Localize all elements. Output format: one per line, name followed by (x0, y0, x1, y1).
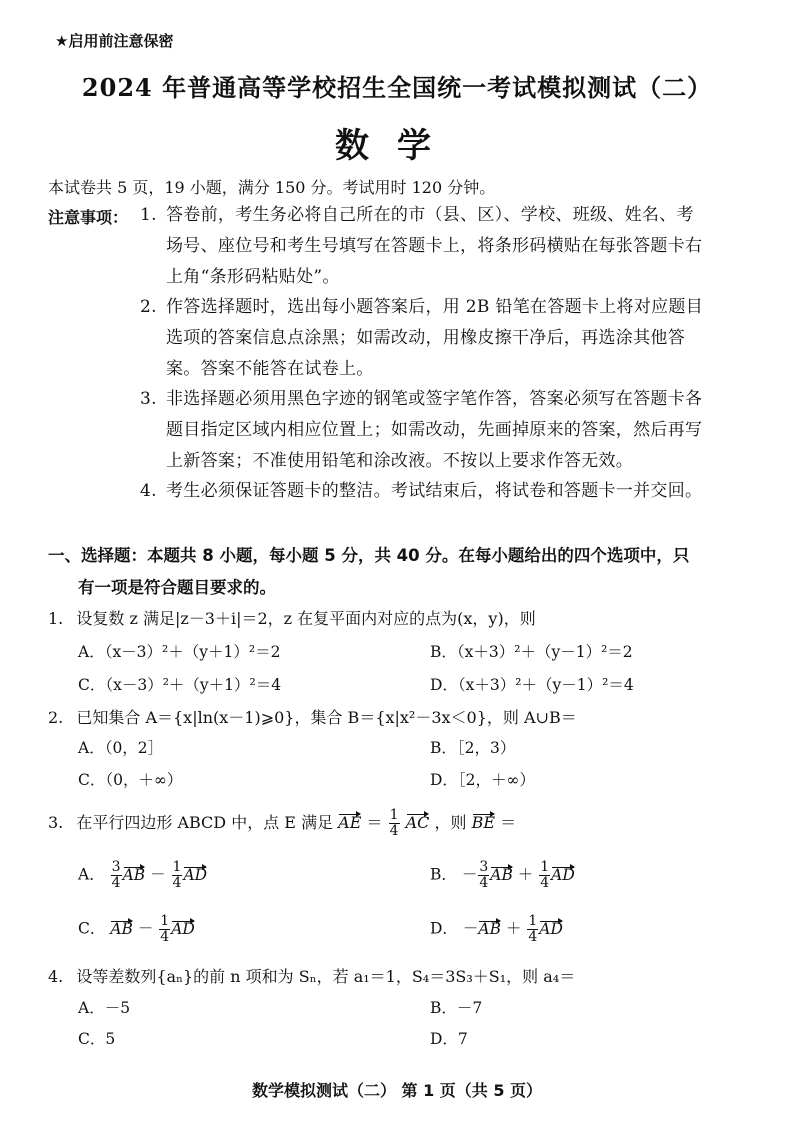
denominator: 4 (479, 875, 489, 891)
denominator: 4 (389, 823, 399, 839)
question-3 (48, 808, 516, 839)
vector-ab: AB (490, 865, 513, 884)
vector-ad: AD (171, 919, 195, 938)
note-4 (140, 476, 703, 507)
option-label: D． (430, 919, 458, 938)
note-line: 非选择题必须用黑色字迹的钢笔或签字笔作答，答案必须写在答题卡各 (166, 389, 703, 409)
subject-title: 数学 (335, 126, 459, 166)
question-number: 2. (48, 708, 64, 727)
q2-option-d[interactable]: D．［2，＋∞） (430, 771, 535, 789)
note-line: 场号、座位号和考生号填写在答题卡上，将条形码横贴在每张答题卡右 (166, 236, 703, 256)
note-line: 上新答案；不准使用铅笔和涂改液。不按以上要求作答无效。 (166, 451, 634, 471)
numerator: 1 (540, 859, 550, 875)
fraction-one-quarter (527, 914, 538, 945)
vector-ab: AB (122, 865, 146, 884)
equals-sign: ＝ (366, 813, 383, 832)
question-text: ，则 (434, 813, 467, 832)
note-1 (140, 200, 703, 293)
equals-sign: ＝ (500, 813, 517, 832)
vector-ad: AD (183, 865, 208, 884)
note-line: 上角“条形码粘贴处”。 (166, 267, 340, 287)
fraction-one-quarter (539, 860, 550, 891)
notes-label: 注意事项： (48, 208, 129, 227)
denominator: 4 (540, 875, 550, 891)
fraction-one-quarter (159, 914, 170, 945)
vector-ac: AC (405, 813, 430, 832)
numerator: 3 (479, 859, 489, 875)
note-number: 2. (140, 297, 157, 317)
denominator: 4 (111, 875, 121, 891)
question-1 (48, 606, 536, 629)
q4-option-a[interactable]: A．－5 (78, 999, 131, 1017)
note-line: 考生必须保证答题卡的整洁。考试结束后，将试卷和答题卡一并交回。 (166, 481, 703, 501)
numerator: 1 (172, 859, 182, 875)
note-line: 选项的答案信息点涂黑；如需改动，用橡皮擦干净后，再选涂其他答 (166, 328, 685, 348)
question-2 (48, 705, 577, 728)
note-number: 4. (140, 481, 157, 501)
q2-option-b[interactable]: B．［2，3） (430, 739, 516, 757)
numerator: 1 (160, 913, 170, 929)
question-text: 在平行四边形 ABCD 中，点 E 满足 (76, 813, 334, 832)
q3-option-d[interactable] (430, 914, 563, 945)
denominator: 4 (528, 929, 538, 945)
minus-sign: － (461, 865, 478, 884)
numerator: 1 (389, 807, 399, 823)
secret-mark: ★启用前注意保密 (55, 32, 174, 50)
page-footer: 数学模拟测试（二） 第 1 页（共 5 页） (251, 1081, 543, 1100)
q3-option-b[interactable] (430, 860, 575, 891)
plus-sign: ＋ (517, 865, 534, 884)
q1-option-d[interactable]: D．（x＋3）²＋（y－1）²＝4 (430, 676, 634, 694)
intro-text: 本试卷共 5 页，19 小题，满分 150 分。考试用时 120 分钟。 (48, 178, 496, 197)
q4-option-b[interactable]: B．－7 (430, 999, 483, 1017)
q2-option-a[interactable]: A．（0，2］ (78, 739, 164, 757)
q1-option-c[interactable]: C．（x－3）²＋（y＋1）²＝4 (78, 676, 282, 694)
note-number: 3. (140, 389, 157, 409)
vector-ae: AE (338, 813, 362, 832)
question-text: 已知集合 A＝{x|ln(x－1)⩾0}，集合 B＝{x|x²－3x＜0}，则 A∪B＝ (76, 708, 577, 727)
denominator: 4 (172, 875, 182, 891)
q3-option-a[interactable] (78, 860, 207, 891)
note-3 (140, 384, 703, 477)
question-number: 4. (48, 967, 64, 986)
section-line: 一、选择题：本题共 8 小题，每小题 5 分，共 40 分。在每小题给出的四个选项中，只 (48, 546, 690, 565)
option-label: A． (78, 865, 105, 884)
denominator: 4 (160, 929, 170, 945)
fraction-one-quarter (172, 860, 183, 891)
question-text: 设等差数列{aₙ}的前 n 项和为 Sₙ，若 a₁＝1，S₄＝3S₃＋S₁，则 a₄＝ (76, 967, 576, 986)
q3-option-c[interactable] (78, 914, 195, 945)
q1-option-a[interactable]: A．（x－3）²＋（y＋1）²＝2 (78, 643, 281, 661)
note-line: 答卷前，考生务必将自己所在的市（县、区）、学校、班级、姓名、考 (166, 205, 694, 225)
note-2 (140, 292, 704, 385)
minus-sign: － (150, 865, 166, 884)
question-number: 1. (48, 609, 64, 628)
note-line: 作答选择题时，选出每小题答案后，用 2B 铅笔在答题卡上将对应题目 (166, 297, 704, 317)
option-label: B． (430, 865, 457, 884)
q4-option-d[interactable]: D．7 (430, 1030, 468, 1048)
question-number: 3. (48, 813, 64, 832)
exam-title: 2024 年普通高等学校招生全国统一考试模拟测试（二） (81, 73, 713, 102)
fraction-one-quarter (389, 808, 400, 839)
fraction-three-quarters (111, 860, 122, 891)
question-4 (48, 964, 575, 987)
vector-ad: AD (551, 865, 575, 884)
q4-option-c[interactable]: C．5 (78, 1030, 116, 1048)
note-line: 案。答案不能答在试卷上。 (166, 359, 374, 379)
q2-option-c[interactable]: C．（0，＋∞） (78, 771, 183, 789)
vector-ab: AB (478, 919, 501, 938)
vector-ad: AD (539, 919, 563, 938)
numerator: 1 (528, 913, 538, 929)
question-text: 设复数 z 满足|z－3＋i|＝2，z 在复平面内对应的点为(x，y)，则 (76, 609, 536, 628)
q1-option-b[interactable]: B．（x＋3）²＋（y－1）²＝2 (430, 643, 633, 661)
note-number: 1. (140, 205, 157, 225)
fraction-three-quarters (478, 860, 489, 891)
minus-sign: － (462, 919, 479, 938)
minus-sign: － (137, 919, 154, 938)
section-title (48, 540, 753, 604)
section-line: 有一项是符合题目要求的。 (78, 578, 276, 597)
plus-sign: ＋ (505, 919, 522, 938)
numerator: 3 (111, 859, 121, 875)
note-line: 题目指定区域内相应位置上；如需改动，先画掉原来的答案，然后再写 (166, 420, 703, 440)
option-label: C． (78, 919, 106, 938)
vector-ab: AB (110, 919, 133, 938)
vector-be: BE (471, 813, 496, 832)
